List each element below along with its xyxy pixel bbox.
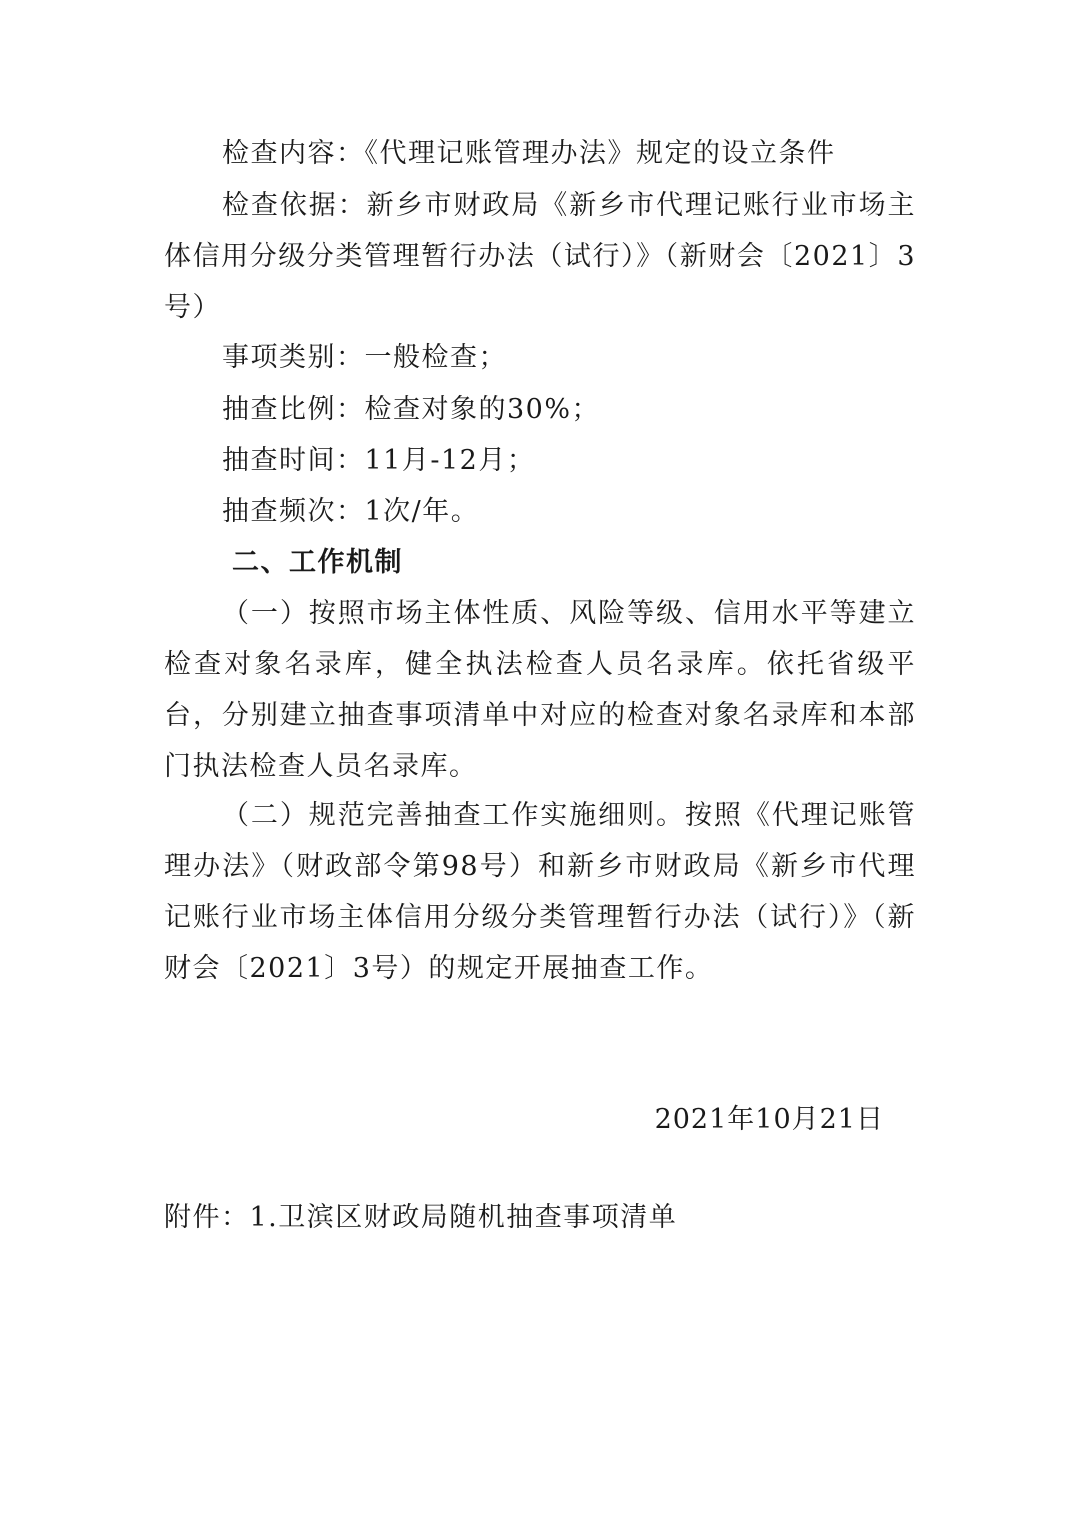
item-category-line: 事项类别：一般检查； [222, 342, 507, 373]
attachment-line: 附件：1.卫滨区财政局随机抽查事项清单 [164, 1202, 678, 1233]
paragraph-directory-library: （一）按照市场主体性质、风险等级、信用水平等建立检查对象名录库，健全执法检查人员名录库。依托省级平台，分别建立抽查事项清单中对应的检查对象名录库和本部门执法检查人员名录库。 [164, 598, 916, 782]
sampling-frequency-line: 抽查频次：1次/年。 [222, 496, 480, 527]
sampling-ratio-line: 抽查比例：检查对象的30%； [222, 394, 601, 425]
check-content-line: 检查内容：《代理记账管理办法》规定的设立条件 [222, 138, 836, 169]
sampling-time-line: 抽查时间：11月-12月； [222, 445, 536, 476]
document-date: 2021年10月21日 [654, 1104, 884, 1135]
section-heading-work-mechanism: 二、工作机制 [232, 547, 403, 578]
paragraph-implementation-rules: （二）规范完善抽查工作实施细则。按照《代理记账管理办法》（财政部令第98号）和新乡市财政局《新乡市代理记账行业市场主体信用分级分类管理暂行办法（试行）》（新财会〔2021〕3号）的规定开展抽查工作。 [164, 800, 916, 984]
check-basis-paragraph: 检查依据：新乡市财政局《新乡市代理记账行业市场主体信用分级分类管理暂行办法（试行）》（新财会〔2021〕3号） [164, 190, 916, 323]
